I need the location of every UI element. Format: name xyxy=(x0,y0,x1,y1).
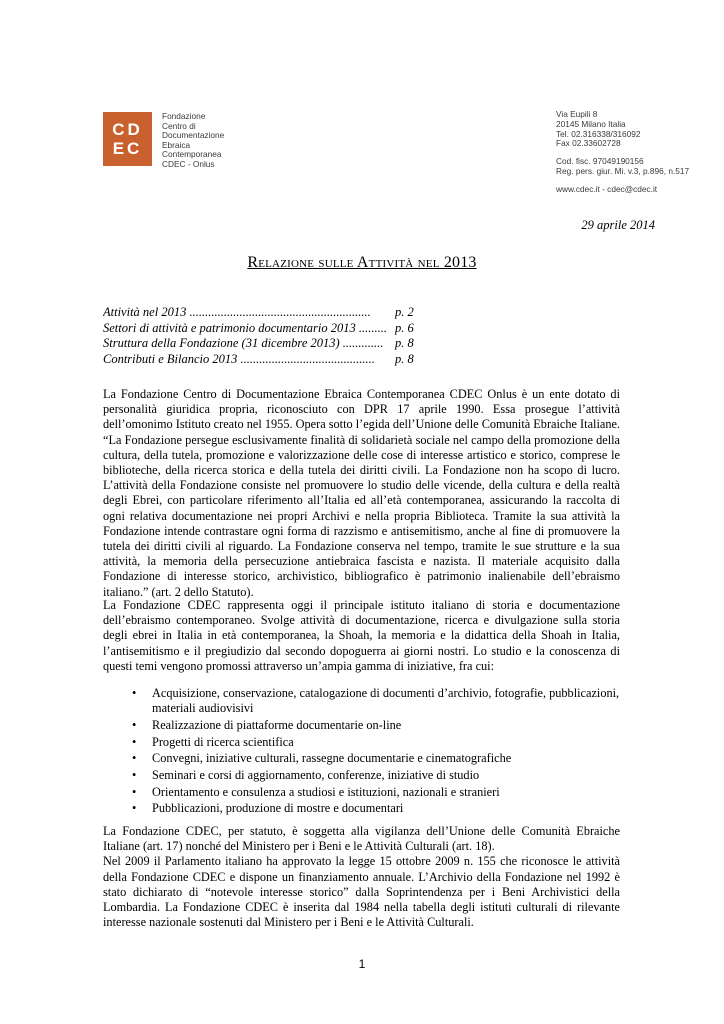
contact-line: Reg. pers. giur. Mi. v.3, p.896, n.517 xyxy=(556,165,690,176)
list-item: • Seminari e corsi di aggiornamento, conferenze, iniziative di studio xyxy=(132,768,480,783)
list-item: • Pubblicazioni, produzione di mostre e documentari xyxy=(132,801,404,816)
toc-row xyxy=(103,305,423,321)
list-item: • Orientamento e consulenza a studiosi e istituzioni, nazionali e stranieri xyxy=(132,784,500,799)
bullet-icon: • xyxy=(132,751,137,766)
toc-page: p. 2 xyxy=(395,305,414,319)
org-line: CDEC - Onlus xyxy=(162,158,215,169)
contact-block xyxy=(556,110,689,195)
toc-entry: Attività nel 2013 .......................................................... xyxy=(103,305,371,319)
bullet-icon: • xyxy=(132,686,137,700)
toc-page: p. 6 xyxy=(395,320,414,335)
bullet-icon: • xyxy=(132,768,137,783)
toc-entry: Struttura della Fondazione (31 dicembre 2013) ............. xyxy=(103,336,384,350)
toc-page: p. 8 xyxy=(395,351,414,366)
bullet-icon: • xyxy=(132,784,137,799)
bullet-icon: • xyxy=(132,717,137,732)
contact-line: 20145 Milano Italia xyxy=(556,118,626,129)
page-number: 1 xyxy=(358,957,366,971)
toc-row xyxy=(103,352,423,368)
org-line: Ebraica xyxy=(162,139,191,150)
logo-line-1: CD xyxy=(112,120,143,139)
oversight-paragraph xyxy=(103,824,620,930)
list-item: • Realizzazione di piattaforme documentarie on-line xyxy=(132,717,402,732)
list-item: • Progetti di ricerca scientifica xyxy=(132,734,294,749)
initiatives-list xyxy=(130,686,620,818)
table-of-contents xyxy=(103,305,423,367)
intro-paragraph xyxy=(103,387,620,600)
org-line: Fondazione xyxy=(162,111,206,121)
toc-page: p. 8 xyxy=(395,336,414,350)
bullet-icon: • xyxy=(132,801,137,816)
list-item: • Convegni, iniziative culturali, rassegne documentarie e cinematografiche xyxy=(132,751,512,766)
website-email: www.cdec.it - cdec@cdec.it xyxy=(556,183,658,194)
intro-text: La Fondazione Centro di Documentazione Ebraica Contemporanea CDEC Onlus è un ente dotato di personalità giuridica propria, riconosciuto con DPR 17 aprile 1990. Essa prosegue l’attività dell’omonimo Istituto creato nel 1955. Opera sotto l’egida dell’Unione delle Comunità Ebraiche Italiane. xyxy=(103,387,620,432)
contact-line: Tel. 02.316338/316092 xyxy=(556,128,641,139)
contact-line: Fax 02.33602728 xyxy=(556,138,621,149)
mission-paragraph xyxy=(103,598,620,674)
contact-line: Via Eupili 8 xyxy=(556,109,598,119)
org-line: Contemporanea xyxy=(162,149,222,159)
logo-line-2: EC xyxy=(112,139,143,158)
mission-text: La Fondazione CDEC rappresenta oggi il principale istituto italiano di storia e documentazione dell’ebraismo contemporaneo. Svolge attività di documentazione, ricerca e divulgazione sulla storia degli ebrei in Italia in età contemporanea, la Shoah, la memoria e la didattica della Shoah in Italia, l’antisemitismo e il pregiudizio dal secondo dopoguerra ai giorni nostri. Lo studio e la conoscenza di questi temi vengono promossi attraverso un’ampia gamma di iniziative, fra cui: xyxy=(103,598,620,673)
org-line: Documentazione xyxy=(162,130,225,140)
toc-row xyxy=(103,321,423,337)
list-item: • Acquisizione, conservazione, catalogazione di documenti d’archivio, fotografie, pubblicazioni, materiali audiovisivi xyxy=(132,686,620,716)
document-date: 29 aprile 2014 xyxy=(581,218,655,232)
org-line: Centro di xyxy=(162,120,196,131)
toc-entry: Contributi e Bilancio 2013 ........................................... xyxy=(103,351,375,366)
toc-entry: Settori di attività e patrimonio documentario 2013 ......... xyxy=(103,320,388,335)
organization-name xyxy=(162,112,224,169)
funding-text: Nel 2009 il Parlamento italiano ha approvato la legge 15 ottobre 2009 n. 155 che riconosce le attività della Fondazione CDEC e dispone un finanziamento annuale. L’Archivio della Fondazione nel 1992 è stato dichiarato di “notevole interesse storico” dalla Soprintendenza per i Beni Archivistici della Lombardia. La Fondazione CDEC è inserita dal 1984 nella tabella degli istituti culturali di rilevante interesse nazionale sostenuti dal Ministero per i Beni e le Attività Culturali. xyxy=(103,854,620,930)
bullet-icon: • xyxy=(132,734,137,749)
statute-quote: “La Fondazione persegue esclusivamente finalità di solidarietà sociale nel campo della promozione della cultura, della tutela, promozione e valorizzazione delle cose di interesse artistico e storico, comprese le biblioteche, della ricerca storica e della tutela dei diritti civili. La Fondazione non ha scopo di lucro. L’attività della Fondazione consiste nel promuovere lo studio delle vicende, della cultura e della realtà degli Ebrei, con particolare riferimento all’Italia ed all’età contemporanea, assicurando la raccolta di ogni relativa documentazione nei propri Archivi e nella propria Biblioteca. Tramite la sua attività la Fondazione intende contrastare ogni forma di razzismo e antisemitismo, anche al fine di promuovere la tutela dei diritti civili al riguardo. La Fondazione conserva nel tempo, tramite le sue strutture e la sua attività, la memoria della persecuzione antiebraica fascista e nazista. Il materiale acquisito dalla Fondazione di interesse storico, archivistico, bibliografico è patrimonio inalienabile dell’ebraismo italiano.” (art. 2 dello Statuto). xyxy=(103,432,620,599)
toc-row xyxy=(103,336,423,352)
document-title: Relazione sulle Attività nel 2013 xyxy=(247,254,477,271)
cdec-logo xyxy=(103,112,152,166)
contact-line: Cod. fisc. 97049190156 xyxy=(556,156,644,167)
oversight-text: La Fondazione CDEC, per statuto, è soggetta alla vigilanza dell’Unione delle Comunità Ebraiche Italiane (art. 17) nonché del Ministero per i Beni e le Attività Culturali (art. 18). xyxy=(103,824,620,854)
